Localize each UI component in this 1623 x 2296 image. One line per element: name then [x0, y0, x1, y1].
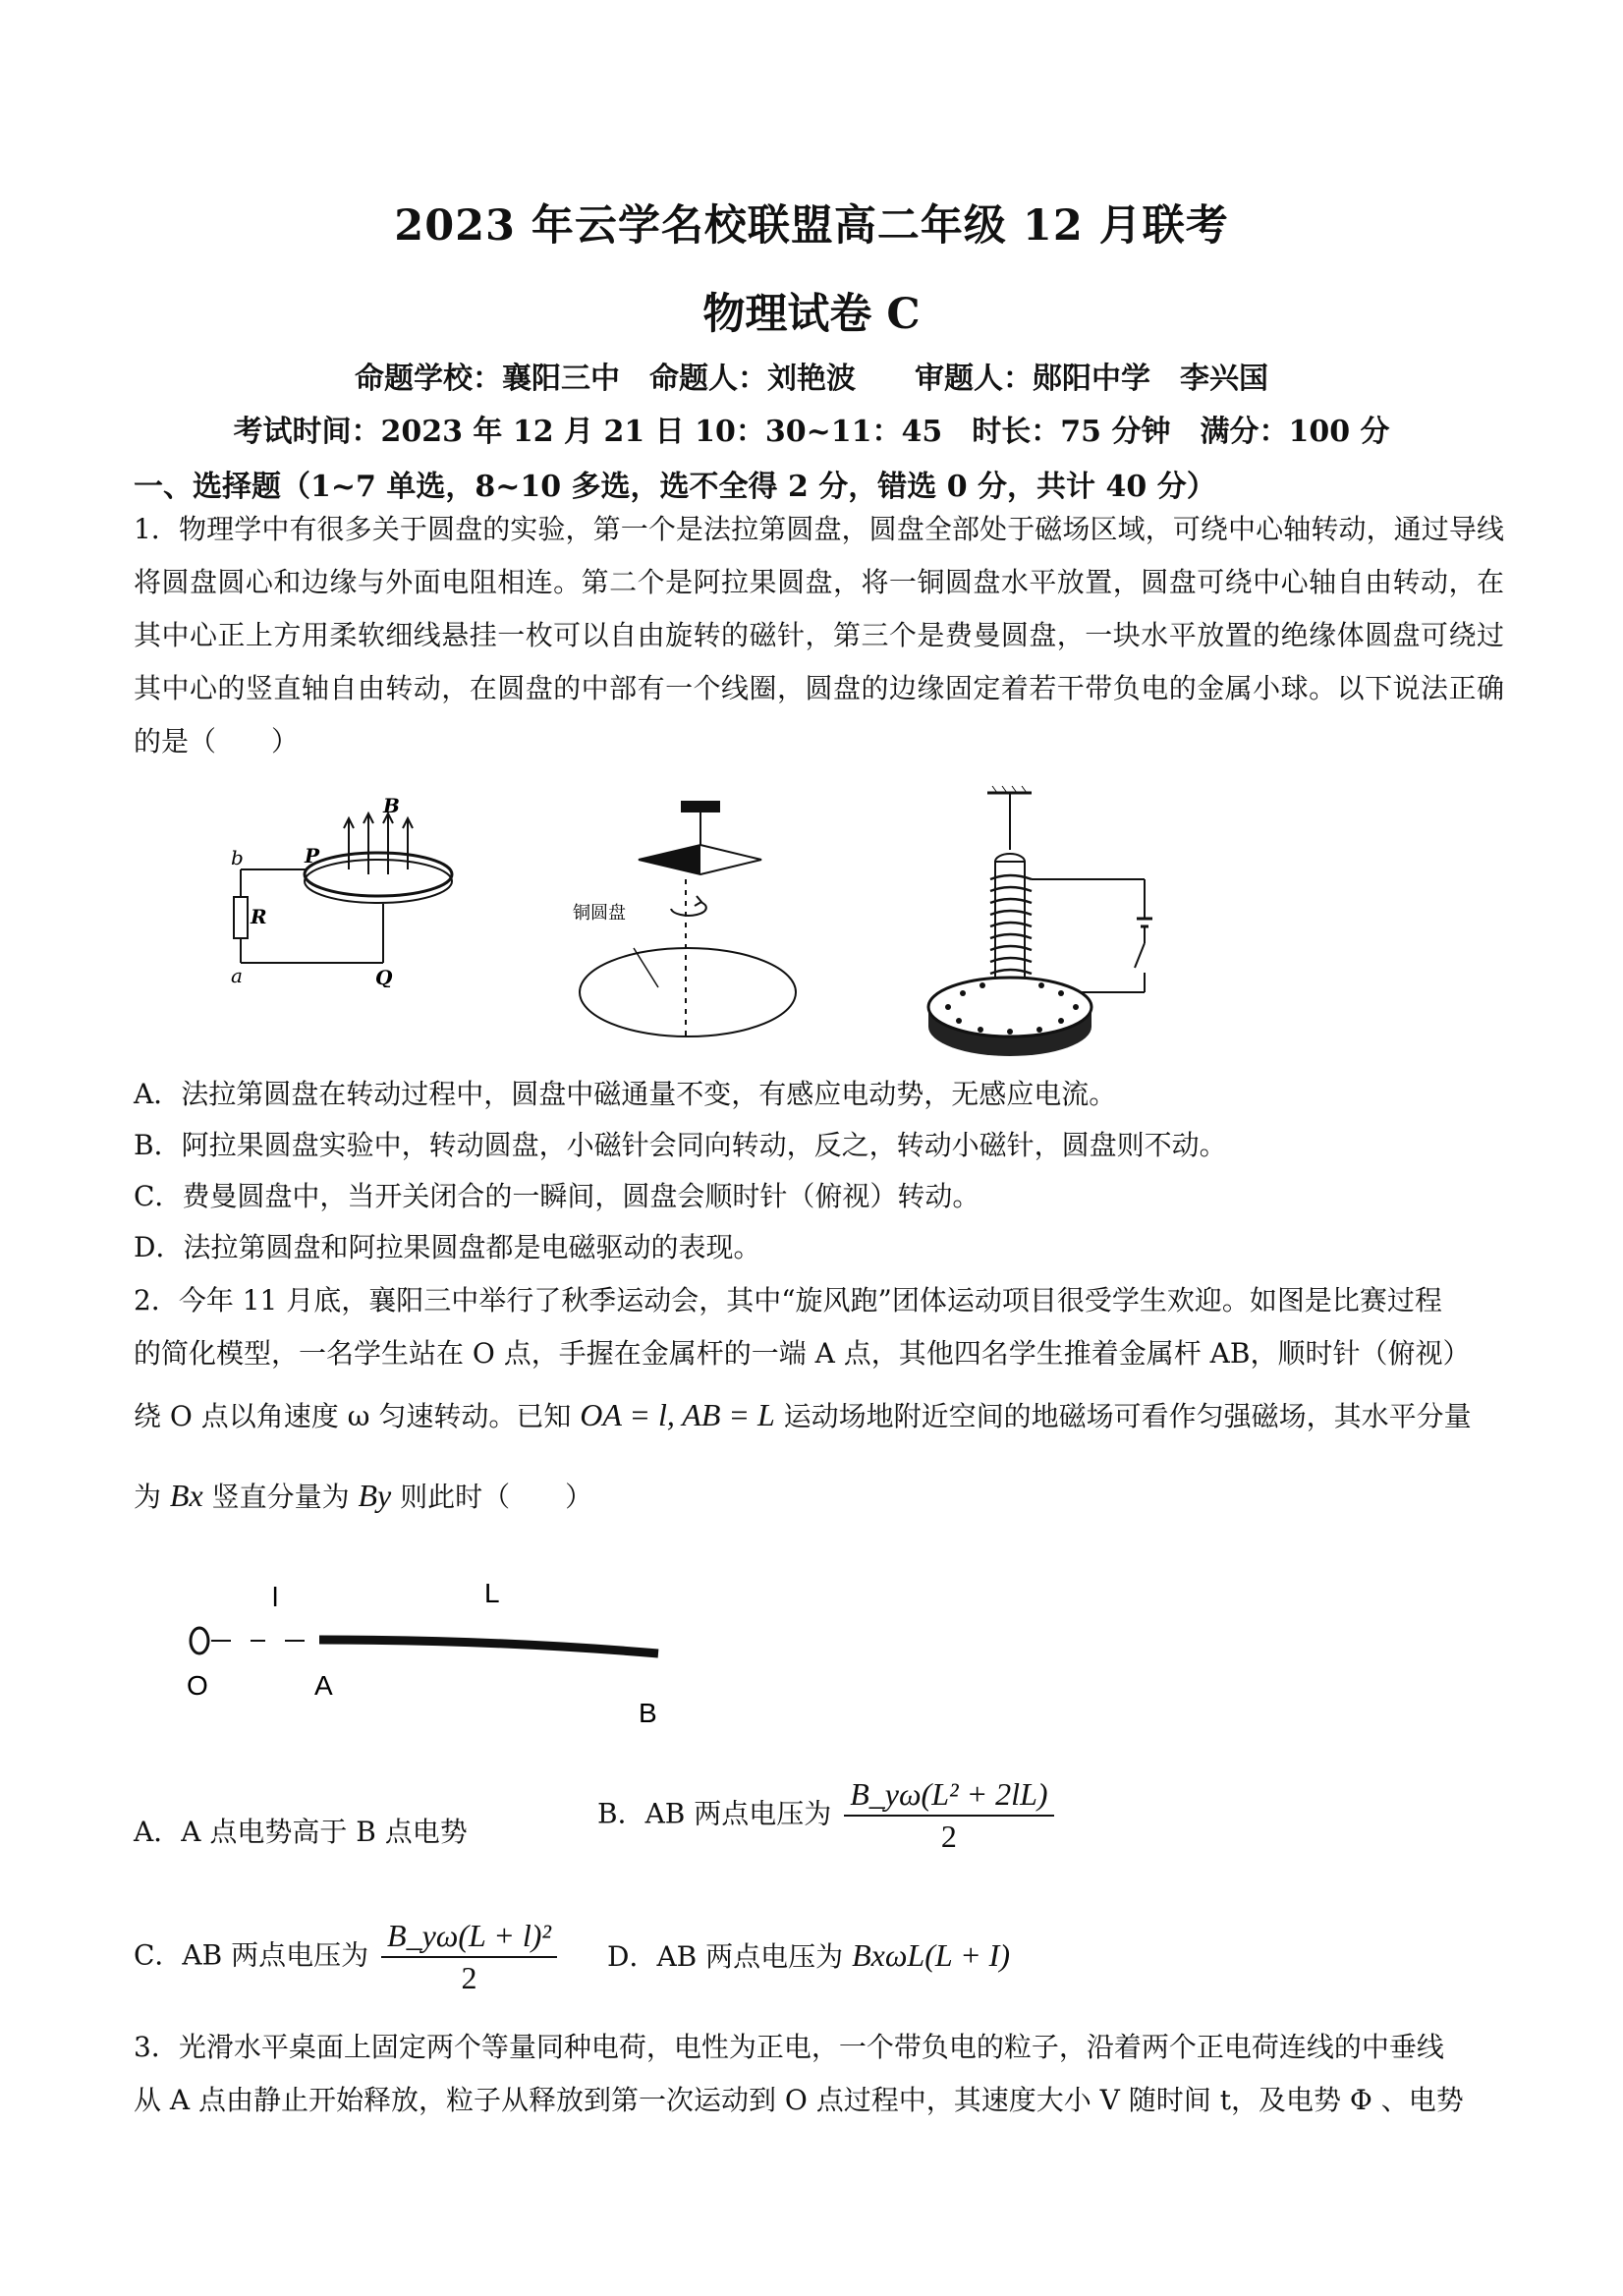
q2-option-b-fraction: [844, 1776, 1053, 1855]
q2-stem-line3: [134, 1395, 1472, 1434]
q2-option-b-denominator: 2: [940, 1819, 957, 1854]
q2-option-a: A．A 点电势高于 B 点电势: [134, 1816, 468, 1848]
label-l: l: [272, 1582, 279, 1612]
q2-option-d-math: BxωL(L + I): [852, 1937, 1010, 1973]
q3-stem-line1: 3．光滑水平桌面上固定两个等量同种电荷，电性为正电，一个带负电的粒子，沿着两个正电荷连线的中垂线: [134, 2031, 1444, 2063]
q2-bx-symbol: Bx: [169, 1478, 203, 1513]
q2-option-b: [597, 1776, 1054, 1855]
q2-stem-line4: [134, 1476, 592, 1515]
q2-option-c-denominator: 2: [461, 1960, 477, 1995]
author-info: 命题学校：襄阳三中 命题人：刘艳波 审题人：郧阳中学 李兴国: [355, 362, 1268, 396]
q2-option-c-fraction: [381, 1918, 557, 1996]
q2-line4-text-b: 竖直分量为: [211, 1481, 350, 1513]
q2-option-d-text: D．AB 两点电压为: [607, 1940, 844, 1973]
label-P: P: [305, 844, 320, 868]
q2-line4-text-a: 为: [134, 1481, 162, 1513]
arago-disk-figure: [565, 796, 820, 1061]
label-B-end: B: [639, 1698, 657, 1728]
exam-title: 2023 年云学名校联盟高二年级 12 月联考: [394, 201, 1229, 251]
q2-option-c-numerator: B_yω(L + l)²: [381, 1918, 557, 1958]
q2-line3-text-b: 运动场地附近空间的地磁场可看作匀强磁场，其水平分量: [783, 1400, 1472, 1432]
label-R: R: [251, 905, 267, 928]
q2-option-c-text: C．AB 两点电压为: [134, 1938, 369, 1972]
exam-time-info: 考试时间：2023 年 12 月 21 日 10：30~11：45 时长：75 分钟 满分：100 分: [233, 415, 1390, 449]
label-A: A: [314, 1670, 333, 1701]
q2-given-math: OA = l, AB = L: [580, 1397, 775, 1432]
q2-option-d: [607, 1935, 1010, 1975]
q2-stem-line1: 2．今年 11 月底，襄阳三中举行了秋季运动会，其中“旋风跑”团体运动项目很受学生欢迎。如图是比赛过程: [134, 1284, 1442, 1316]
label-B: B: [383, 794, 400, 817]
label-O: O: [187, 1670, 208, 1701]
q2-option-b-text: B．AB 两点电压为: [597, 1797, 832, 1830]
q1-option-b: B．阿拉果圆盘实验中，转动圆盘，小磁针会同向转动，反之，转动小磁针，圆盘则不动。: [134, 1129, 1227, 1161]
q2-by-symbol: By: [358, 1478, 392, 1513]
label-b: b: [231, 846, 244, 869]
rotating-rod-figure: [172, 1567, 683, 1734]
q1-option-d: D．法拉第圆盘和阿拉果圆盘都是电磁驱动的表现。: [134, 1231, 761, 1263]
section-heading: 一、选择题（1~7 单选，8~10 多选，选不全得 2 分，错选 0 分，共计 40 分）: [134, 470, 1216, 504]
q2-option-c: [134, 1918, 557, 1996]
label-L: L: [484, 1578, 500, 1608]
q1-option-a: A．法拉第圆盘在转动过程中，圆盘中磁通量不变，有感应电动势，无感应电流。: [134, 1078, 1117, 1110]
q2-line4-text-c: 则此时（ ）: [400, 1481, 593, 1513]
faraday-disk-figure: [221, 791, 496, 987]
q3-stem-line2: 从 A 点由静止开始释放，粒子从释放到第一次运动到 O 点过程中，其速度大小 V 随时间 t，及电势 Φ 、电势: [134, 2084, 1464, 2116]
label-copper-disk: 铜圆盘: [573, 903, 626, 924]
q2-option-b-numerator: B_yω(L² + 2lL): [844, 1776, 1053, 1817]
q1-stem: 1．物理学中有很多关于圆盘的实验，第一个是法拉第圆盘，圆盘全部处于磁场区域，可绕中心轴转动，通过导线将圆盘圆心和边缘与外面电阻相连。第二个是阿拉果圆盘，将一铜圆盘水平放置，圆盘可绕中心轴自由转动，在其中心正上方用柔软细线悬挂一枚可以自由旋转的磁针，第三个是费曼圆盘，一块水平放置的绝缘体圆盘可绕过其中心的竖直轴自由转动，在圆盘的中部有一个线圈，圆盘的边缘固定着若干带负电的金属小球。以下说法正确的是（ ）: [134, 513, 1504, 757]
q2-line3-text-a: 绕 O 点以角速度 ω 匀速转动。已知: [134, 1400, 572, 1432]
exam-subtitle: 物理试卷 C: [702, 290, 921, 339]
feynman-disk-figure: [923, 781, 1179, 1066]
q1-option-c: C．费曼圆盘中，当开关闭合的一瞬间，圆盘会顺时针（俯视）转动。: [134, 1180, 980, 1212]
q2-stem-line2: 的简化模型，一名学生站在 O 点，手握在金属杆的一端 A 点，其他四名学生推着金属杆 AB，顺时针（俯视）: [134, 1337, 1471, 1370]
label-Q: Q: [375, 966, 393, 987]
label-a: a: [231, 964, 243, 987]
